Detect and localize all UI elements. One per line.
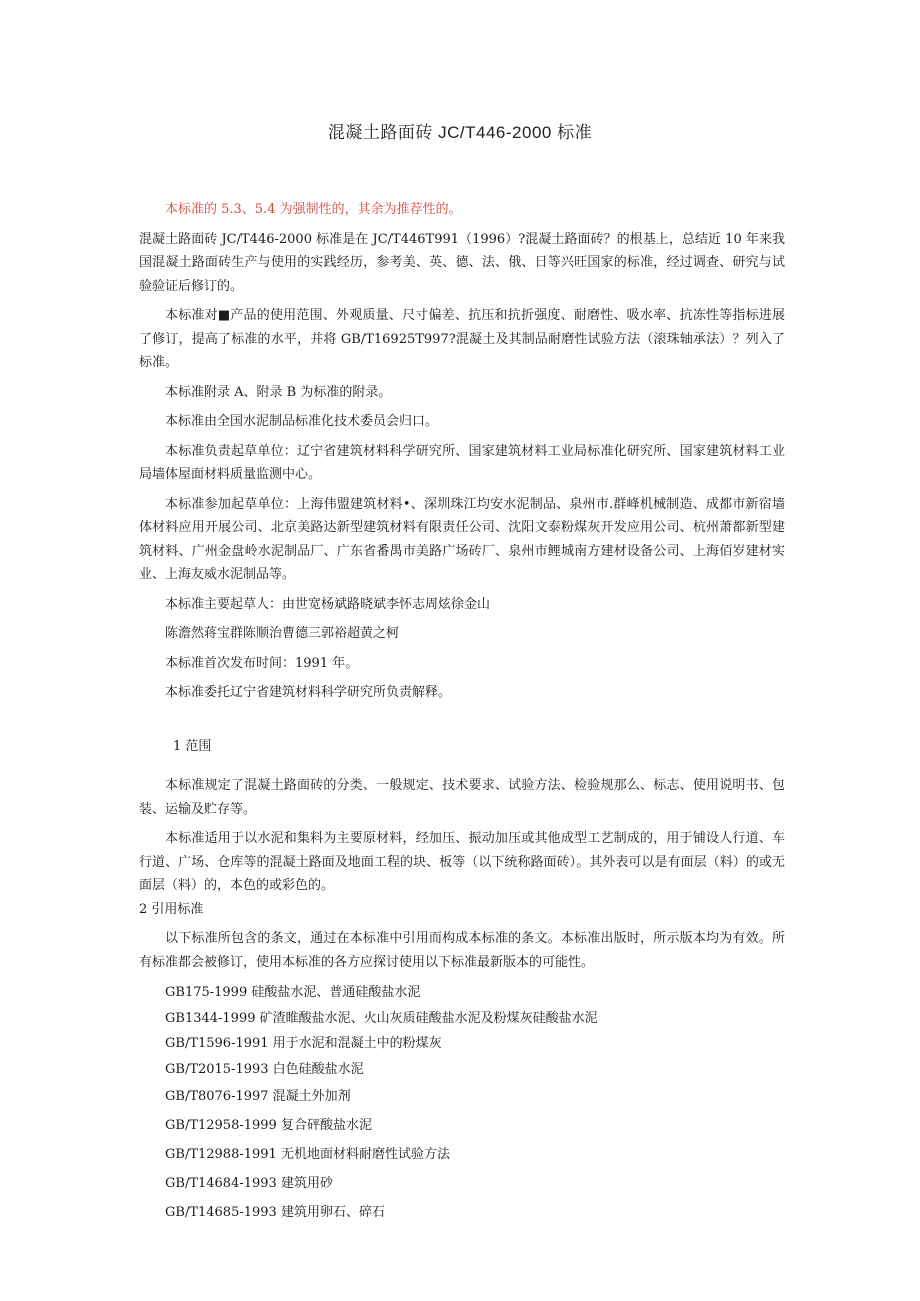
document-title: 混凝土路面砖 JC/T446-2000 标准 (327, 123, 593, 142)
foreword-paragraph: 本标准负责起草单位：辽宁省建筑材料科学研究所、国家建筑材料工业局标准化研究所、国家建筑材料工业局墙体屋面材料质量监测中心。 (139, 443, 785, 482)
section-1-heading: 1 范围 (173, 738, 212, 754)
foreword-paragraph: 本标准参加起草单位：上海伟盟建筑材料•、深圳珠江均安水泥制品、泉州市.群峰机械制造、成都市新宿墙体材料应用开展公司、北京美路达新型建筑材料有限责任公司、沈阳文泰粉煤灰开发应用公司、杭州萧都新型建筑材料、广州金盘岭水泥制品厂、广东省番禺市美路广场砖厂、泉州市鲤城南方建材设备公司、上海佰岁建材实业、上海友威水泥制品等。 (139, 496, 785, 582)
reference-item: GB/T8076-1997 混凝土外加剂 (165, 1089, 351, 1104)
foreword-paragraph: 本标准对■产品的使用范围、外观质量、尺寸偏差、抗压和抗折强度、耐磨性、吸水率、抗冻性等指标进展了修订，提高了标准的水平，并将 GB/T16925T997?混凝土及其制品耐磨性试验方法（滚珠轴承法）？列入了标准。 (139, 308, 785, 370)
section-1-paragraph: 本标准规定了混凝土路面砖的分类、一般规定、技术要求、试验方法、检验规那么、标志、使用说明书、包装、运输及贮存等。 (139, 778, 785, 817)
reference-item: GB/T14685-1993 建筑用卵石、碎石 (165, 1205, 385, 1220)
reference-item: GB175-1999 硅酸盐水泥、普通硅酸盐水泥 (165, 985, 421, 1000)
foreword-paragraph: 本标准首次发布时间：1991 年。 (165, 655, 359, 671)
section-2-intro: 以下标准所包含的条文，通过在本标准中引用而构成本标准的条文。本标准出版时，所示版本均为有效。所有标准都会被修订，使用本标准的各方应探讨使用以下标准最新版本的可能性。 (139, 931, 785, 970)
foreword-paragraph: 本标准委托辽宁省建筑材料科学研究所负责解释。 (165, 685, 452, 700)
reference-item: GB/T12988-1991 无机地面材料耐磨性试验方法 (165, 1147, 450, 1162)
foreword-paragraph: 本标准主要起草人：由世宽杨斌路晓斌李怀志周炫徐金山 (165, 596, 491, 612)
foreword-paragraph: 本标准附录 A、附录 B 为标准的附录。 (165, 384, 392, 400)
foreword-paragraph: 本标准由全国水泥制品标准化技术委员会归口。 (165, 414, 439, 429)
reference-item: GB/T2015-1993 白色硅酸盐水泥 (165, 1061, 364, 1077)
foreword-paragraph: 混凝土路面砖 JC/T446-2000 标准是在 JC/T446T991（1996）?混凝土路面砖？的根基上，总结近 10 年来我国混凝土路面砖生产与使用的实践经历，参考美、英、德、法、俄、日等兴旺国家的标准，经过调查、研究与试验验证后修订的。 (139, 231, 785, 294)
mandatory-note: 本标准的 5.3、5.4 为强制性的，其余为推荐性的。 (165, 202, 462, 217)
foreword-paragraph: 陈澹然蒋宝群陈顺治曹德三郭裕超黄之柯 (165, 626, 400, 641)
document-body (139, 198, 785, 1227)
reference-item: GB/T1596-1991 用于水泥和混凝土中的粉煤灰 (165, 1036, 442, 1051)
reference-item: GB/T14684-1993 建筑用砂 (165, 1176, 333, 1191)
section-2-heading: 2 引用标准 (139, 901, 204, 917)
reference-item: GB/T12958-1999 复合砰酸盐水泥 (165, 1118, 372, 1133)
reference-item: GB1344-1999 矿渣睢酸盐水泥、火山灰质硅酸盐水泥及粉煤灰硅酸盐水泥 (165, 1010, 598, 1026)
section-1-paragraph: 本标准适用于以水泥和集料为主要原材料，经加压、振动加压或其他成型工艺制成的，用于铺设人行道、车行道、广场、仓库等的混凝土路面及地面工程的块、板等（以下统称路面砖）。其外表可以是有面层（料）的或无面层（料）的，本色的或彩色的。 (139, 831, 785, 893)
